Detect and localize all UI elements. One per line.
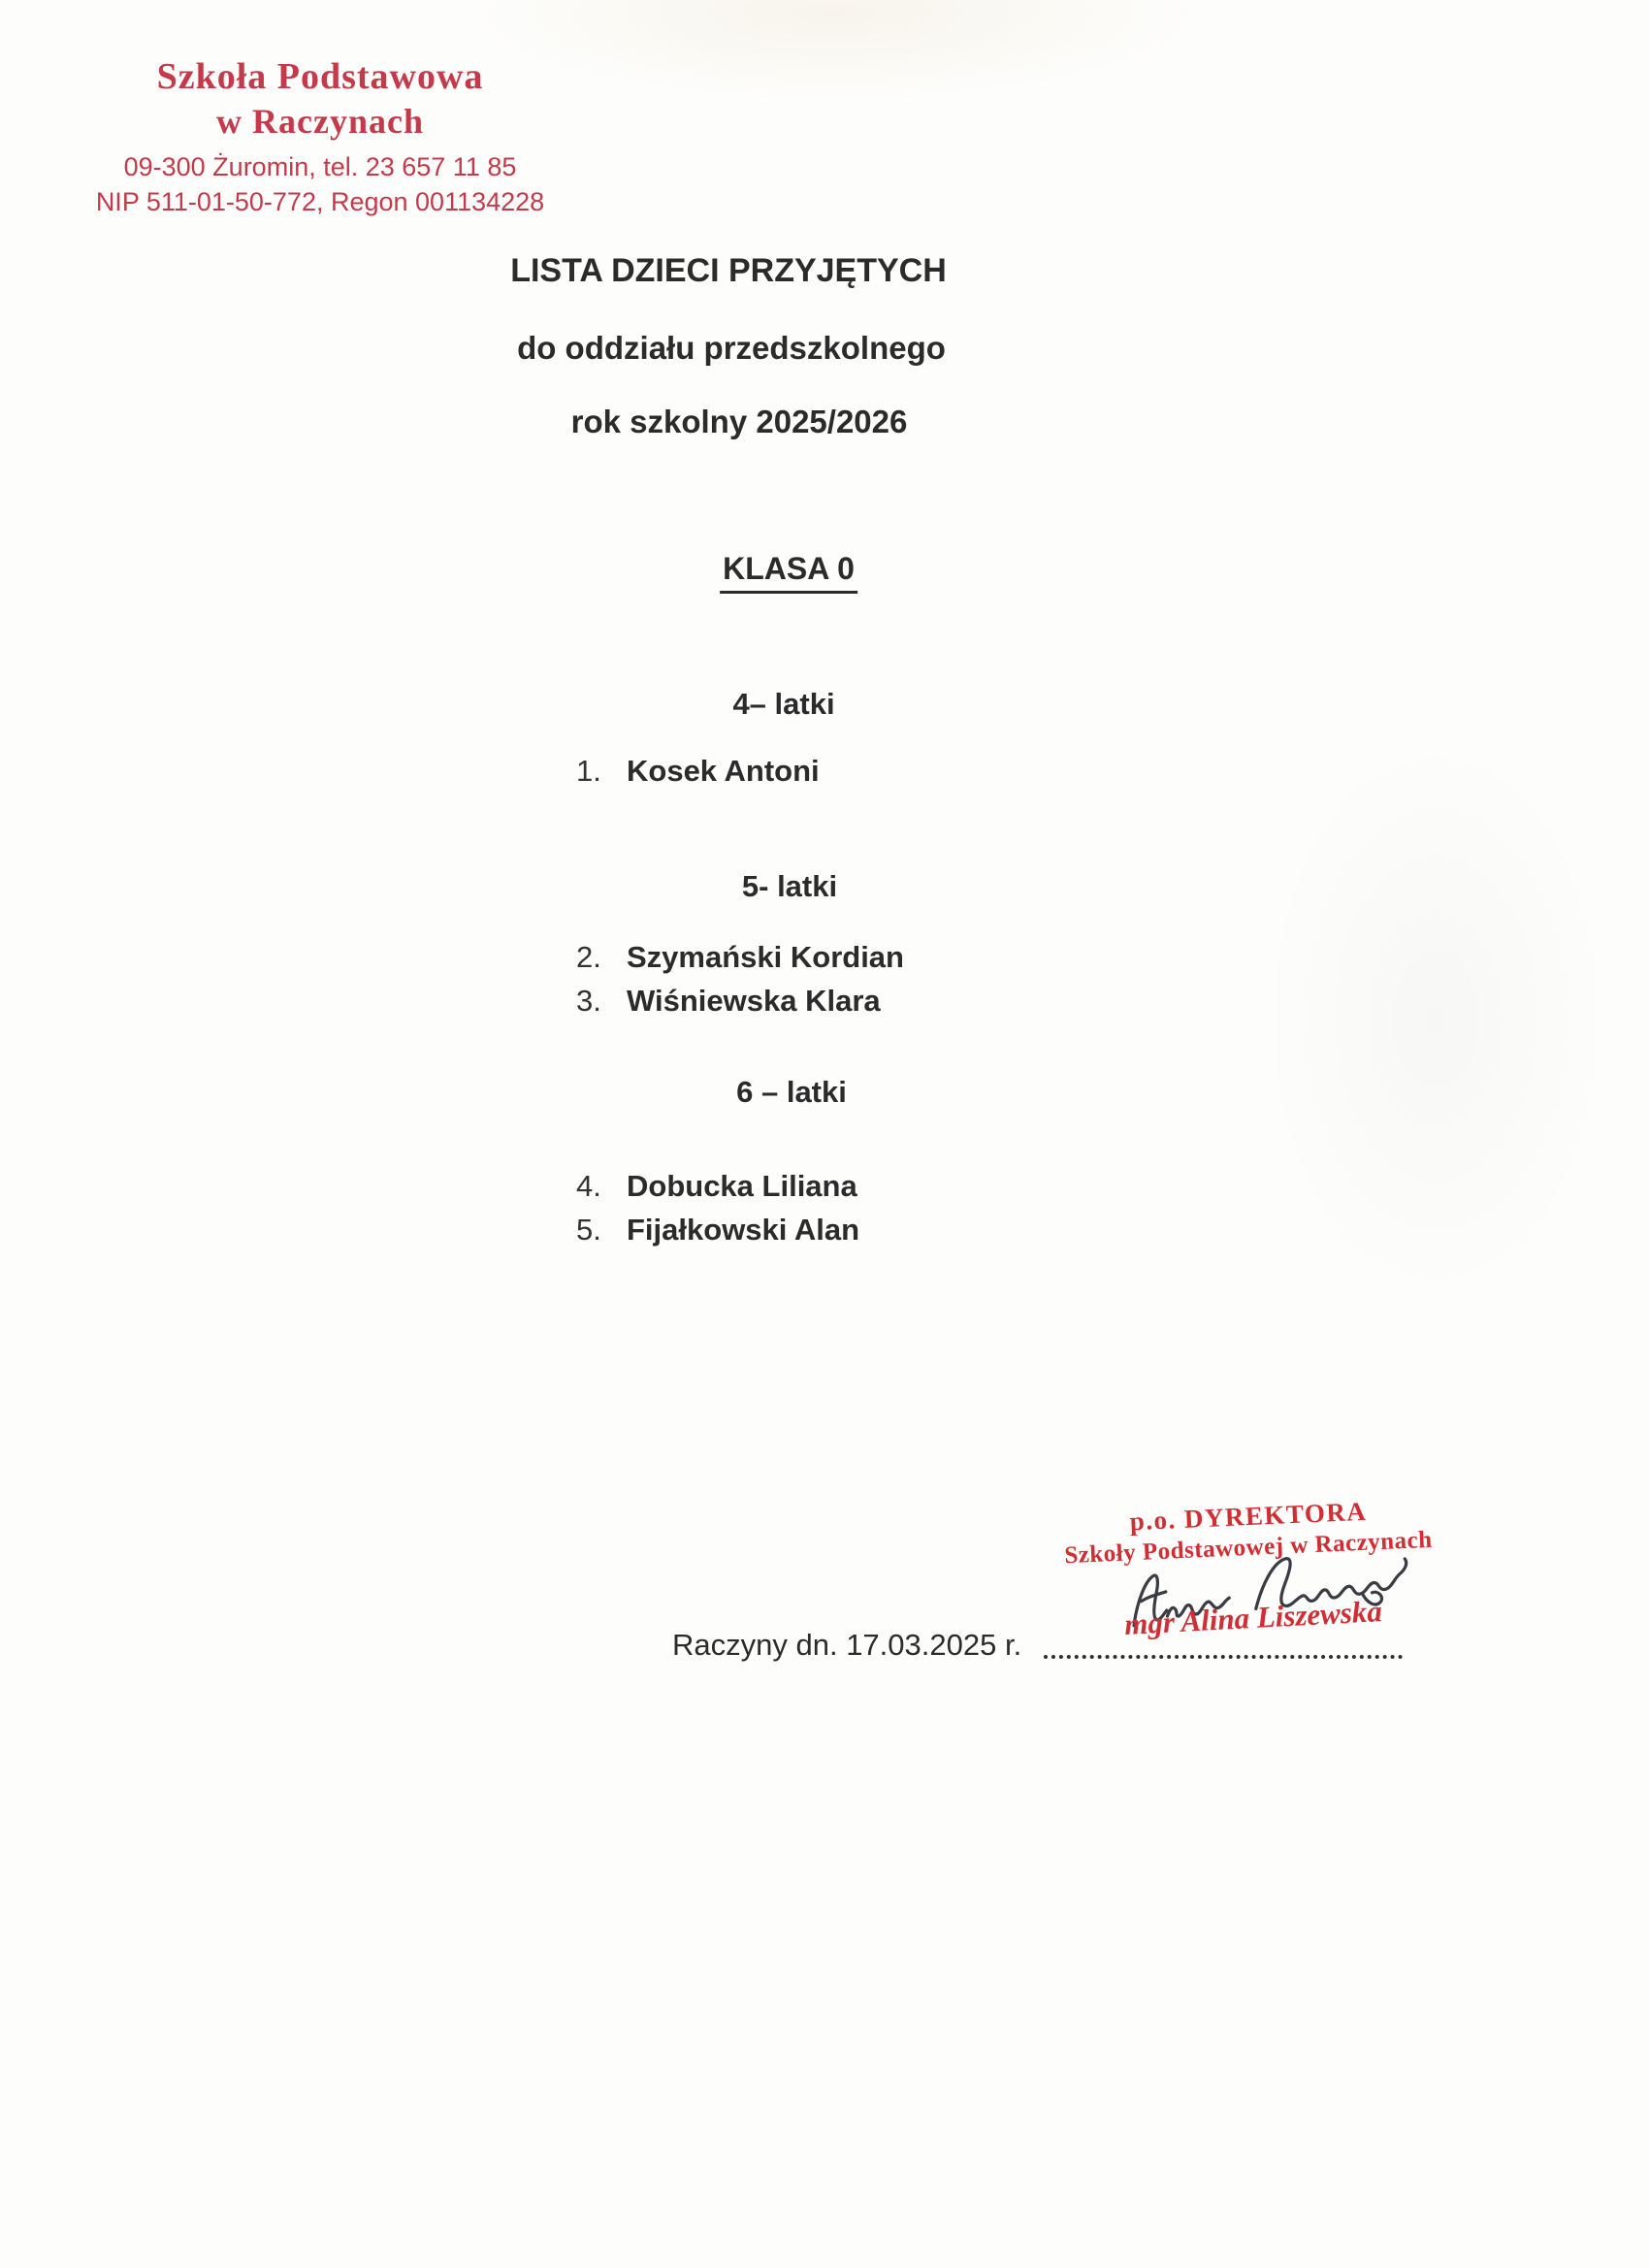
school-stamp-nip-regon: NIP 511-01-50-772, Regon 001134228 <box>95 187 545 216</box>
list-item-number: 1. <box>576 754 601 788</box>
class-heading: KLASA 0 <box>720 551 857 594</box>
list-item-number: 2. <box>576 940 601 974</box>
list-item <box>576 1213 859 1247</box>
child-name: Szymański Kordian <box>627 940 904 974</box>
director-stamp-line1: p.o. DYREKTORA <box>1129 1496 1368 1537</box>
child-name: Fijałkowski Alan <box>627 1213 860 1247</box>
list-item-number: 4. <box>576 1169 601 1203</box>
document-title-line1: LISTA DZIECI PRZYJĘTYCH <box>510 252 947 289</box>
child-name: Kosek Antoni <box>627 754 820 788</box>
list-item-number: 3. <box>576 984 601 1018</box>
list-item <box>576 940 904 975</box>
list-item <box>576 1169 857 1204</box>
list-item <box>576 984 881 1019</box>
group-heading-5-latki: 5- latki <box>741 869 838 903</box>
child-name: Dobucka Liliana <box>627 1169 857 1203</box>
list-item-number: 5. <box>576 1213 601 1247</box>
signature-dotted-line <box>1044 1626 1403 1659</box>
school-stamp-address: 09-300 Żuromin, tel. 23 657 11 85 <box>123 152 517 181</box>
document-title-line2: do oddziału przedszkolnego <box>517 330 946 366</box>
place-and-date: Raczyny dn. 17.03.2025 r. <box>672 1628 1022 1662</box>
group-heading-4-latki: 4– latki <box>732 687 835 721</box>
school-stamp-name-line2: w Raczynach <box>216 102 424 141</box>
director-signature-name: mgr Alina Liszewska <box>1123 1594 1383 1641</box>
group-heading-6-latki: 6 – latki <box>736 1075 847 1109</box>
list-item <box>576 754 820 789</box>
document-title-line3: rok szkolny 2025/2026 <box>570 404 908 439</box>
school-stamp <box>85 54 555 219</box>
child-name: Wiśniewska Klara <box>627 984 881 1018</box>
school-stamp-name-line1: Szkoła Podstawowa <box>156 56 484 97</box>
director-stamp-line2: Szkoły Podstawowej w Raczynach <box>1063 1526 1434 1570</box>
